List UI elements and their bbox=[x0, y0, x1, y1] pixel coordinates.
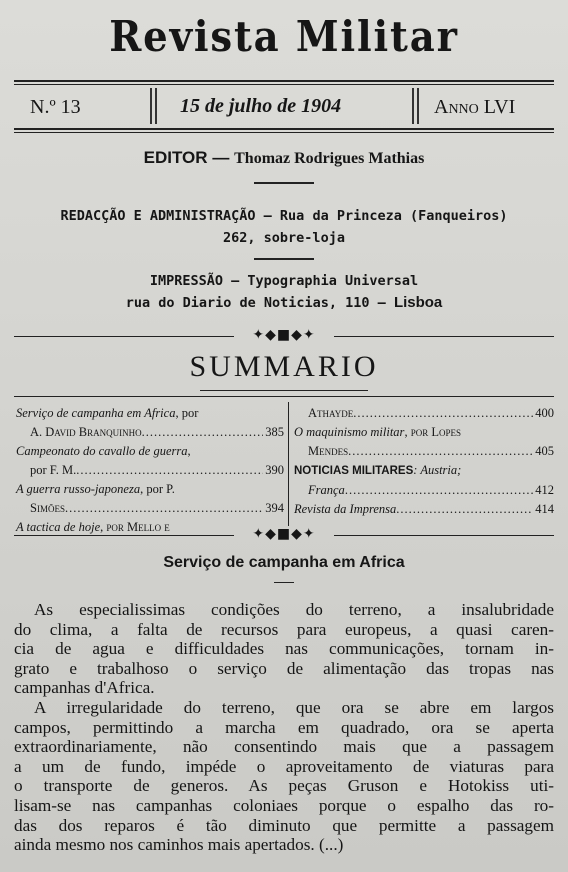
orn-rule-right bbox=[334, 336, 554, 337]
impressao-line2 bbox=[20, 292, 548, 314]
summary-title: SUMMARIO bbox=[189, 350, 379, 383]
article-line: cia de agua e difficuldades nas communicações, tornam in- bbox=[14, 639, 554, 659]
article-line: campanhas d'Africa. bbox=[14, 678, 155, 698]
masthead-title: Revista Militar bbox=[109, 12, 459, 61]
article-line: lisam-se nas campanhas coloniaes porque o espalho das ro- bbox=[14, 795, 554, 815]
toc-entry[interactable] bbox=[294, 461, 554, 481]
toc-entry-suffix: , por P. bbox=[140, 482, 175, 496]
toc-entry-page: 414 bbox=[535, 502, 554, 516]
toc-entry-suffix: , por bbox=[175, 406, 199, 420]
article-line: grato e trabalhoso o serviço de alimentação das tropas nas bbox=[14, 658, 554, 678]
top-rule-thin bbox=[14, 84, 554, 85]
toc-entry-page: 405 bbox=[535, 444, 554, 458]
short-rule-1 bbox=[254, 182, 314, 184]
toc-entry-page: 400 bbox=[535, 406, 554, 420]
article-title: Serviço de campanha em Africa bbox=[163, 554, 405, 571]
toc-entry-suffix: : Austria; bbox=[413, 463, 462, 477]
redaccao-line1: REDACÇÃO E ADMINISTRAÇÃO — Rua da Princeza (Fanqueiros) bbox=[60, 208, 508, 224]
editor-name: Thomaz Rodrigues Mathias bbox=[234, 150, 425, 167]
article-line: extraordinariamente, não consentindo mais que a passagem bbox=[14, 737, 554, 757]
toc-entry-cont bbox=[294, 442, 554, 461]
toc-entry-title: NOTICIAS MILITARES bbox=[294, 465, 414, 477]
impressao-block bbox=[20, 270, 548, 314]
toc-entry-title: A tactica de hoje bbox=[16, 520, 101, 534]
summary-underline bbox=[200, 390, 368, 391]
toc-entry[interactable] bbox=[294, 500, 554, 519]
toc-column-divider bbox=[288, 402, 289, 526]
divider-right bbox=[412, 88, 414, 124]
toc-entry-suffix: , por Mello e bbox=[100, 520, 170, 534]
toc-entry-cont bbox=[16, 499, 284, 518]
toc-entry-cont bbox=[294, 404, 554, 423]
bottom-rule bbox=[14, 128, 554, 130]
orn-rule-right-2 bbox=[334, 535, 554, 536]
impressao-address: rua do Diario de Noticias, 110 — bbox=[125, 295, 394, 311]
divider-left-2 bbox=[155, 88, 157, 124]
toc-entry-author: A. David Branquinho bbox=[30, 425, 142, 439]
orn-rule-left-2 bbox=[14, 535, 234, 536]
article-line: campos, permittindo a marcha em quadrado, ora se aperta bbox=[14, 717, 554, 737]
toc-entry[interactable] bbox=[294, 423, 554, 442]
toc-entry-author: Mendes bbox=[308, 444, 349, 458]
impressao-city: Lisboa bbox=[393, 294, 443, 311]
toc-entry-title: Campeonato do cavallo de guerra bbox=[16, 444, 188, 458]
top-rule bbox=[14, 80, 554, 82]
divider-left bbox=[150, 88, 152, 124]
toc-right bbox=[294, 404, 554, 519]
article-body bbox=[14, 600, 554, 855]
toc-entry[interactable] bbox=[16, 480, 284, 499]
toc-entry-page: 385 bbox=[265, 425, 284, 439]
toc-entry-page: 390 bbox=[265, 463, 284, 477]
toc-top-rule bbox=[14, 396, 554, 397]
ornament-2: ✦◆■◆✦ bbox=[252, 526, 316, 542]
short-rule-2 bbox=[254, 258, 314, 260]
article-line: As especialissimas condições do terreno, a insalubridade bbox=[34, 600, 554, 619]
toc-entry-page: 394 bbox=[265, 501, 284, 515]
toc-entry-author: Simões bbox=[30, 501, 65, 515]
toc-entry-author: França bbox=[308, 483, 345, 497]
article-line: a um de fundo, impéde o aproveitamento de viaturas para bbox=[14, 756, 554, 776]
article-line: do clima, a falta de recursos para europeus, a quasi caren- bbox=[14, 619, 554, 639]
toc-entry-title: Revista da Imprensa bbox=[294, 502, 397, 516]
toc-entry-cont bbox=[16, 461, 284, 480]
issue-date: 15 de julho de 1904 bbox=[180, 95, 342, 117]
article-line: A irregularidade do terreno, que ora se abre em largos bbox=[34, 697, 554, 717]
article-line: ainda mesmo nos caminhos mais apertados. (...) bbox=[14, 835, 344, 855]
issue-number: N.º 13 bbox=[30, 96, 81, 118]
toc-entry-page: 412 bbox=[535, 483, 554, 497]
article-line: o transporte de generos. As peças Gruson e Hotokiss uti- bbox=[14, 776, 554, 796]
toc-entry[interactable] bbox=[16, 404, 284, 423]
article-line: das dos reparos é tão diminuto que permitte a passagem bbox=[14, 815, 554, 835]
toc-entry-title: A guerra russo-japoneza bbox=[16, 482, 141, 496]
impressao-line1: IMPRESSÃO — Typographia Universal bbox=[149, 273, 419, 289]
editor-line bbox=[0, 148, 568, 168]
toc-entry-suffix: , por Lopes bbox=[404, 425, 461, 439]
redaccao-line2: 262, sobre-loja bbox=[223, 230, 345, 246]
editor-dash: — bbox=[212, 148, 230, 167]
toc-entry-author: por F. M. bbox=[30, 463, 77, 477]
ornament-1: ✦◆■◆✦ bbox=[252, 327, 316, 343]
toc-entry-cont bbox=[16, 423, 284, 442]
toc-entry-title: O maquinismo militar bbox=[294, 425, 405, 439]
toc-left bbox=[16, 404, 284, 537]
toc-entry-title: Serviço de campanha em Africa bbox=[16, 406, 176, 420]
toc-entry-author: Athayde bbox=[308, 406, 354, 420]
toc-entry-suffix: , bbox=[187, 444, 191, 458]
redaccao-block bbox=[20, 205, 548, 249]
toc-entry[interactable] bbox=[16, 442, 284, 461]
editor-label: EDITOR bbox=[143, 148, 208, 167]
toc-entry-cont bbox=[294, 481, 554, 500]
divider-right-2 bbox=[417, 88, 419, 124]
article-title-rule bbox=[274, 582, 294, 583]
issue-year: Anno LVI bbox=[434, 96, 516, 118]
bottom-rule-thin bbox=[14, 132, 554, 133]
orn-rule-left bbox=[14, 336, 234, 337]
